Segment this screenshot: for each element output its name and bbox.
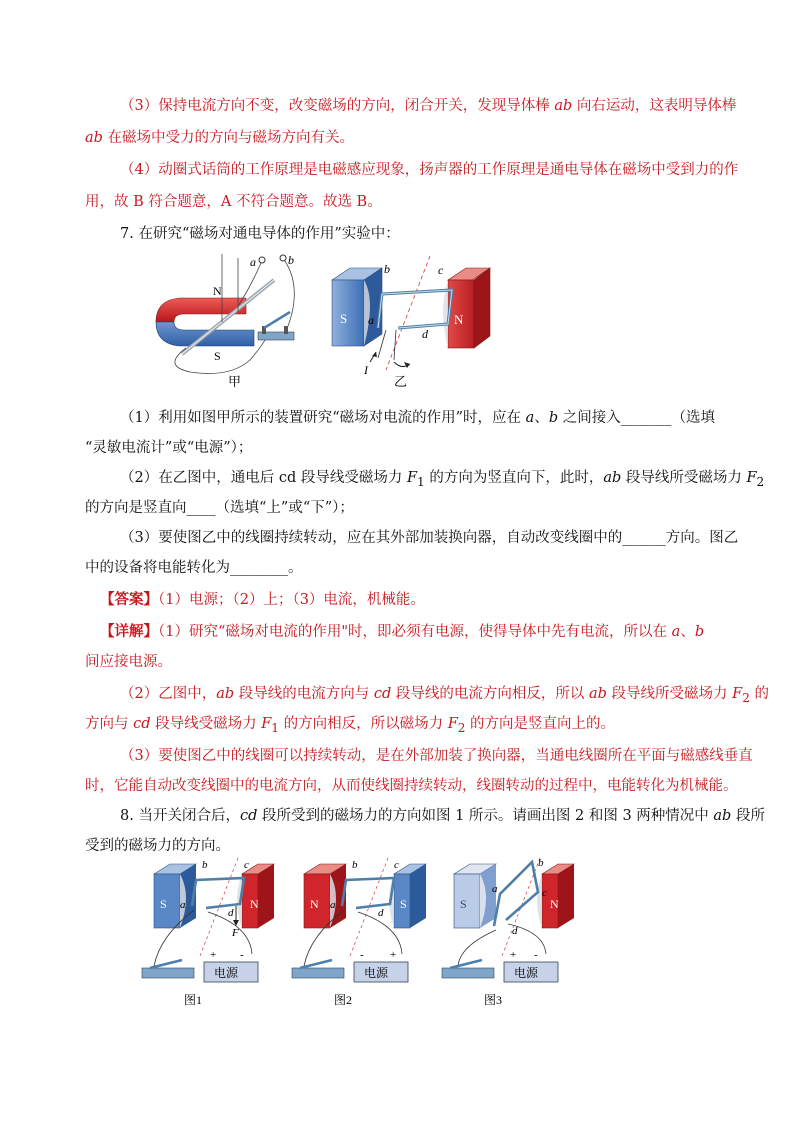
fig3-label-d: d xyxy=(512,925,518,937)
q7-detail-line1: 【详解】（1）研究“磁场对电流的作用"时，即必须有电源，使得导体中先有电流，所以在 a、b xyxy=(100,623,705,640)
answer-part4-line2: 用，故 B 符合题意，A 不符合题意。故选 B。 xyxy=(85,194,382,210)
question-7-stem: 7. 在研究“磁场对通电导体的作用”实验中： xyxy=(120,226,400,242)
fig2-label-d: d xyxy=(378,907,384,919)
fig3-left-pole: S xyxy=(460,897,467,911)
q7-detail-line2: 间应接电源。 xyxy=(85,654,172,670)
figure-yi xyxy=(330,250,495,396)
answer-part3-line1: （3）保持电流方向不变，改变磁场的方向，闭合开关，发现导体棒 ab 向右运动，这表明导体棒 xyxy=(120,98,737,114)
answer-part4-line1: （4）动圈式话筒的工作原理是电磁感应现象，扬声器的工作原理是通电导体在磁场中受到力的作 xyxy=(120,162,739,178)
fig1-source-label: 电源 xyxy=(214,966,239,980)
fig3-plus: + xyxy=(510,949,517,961)
terminal-b-label: b xyxy=(288,253,294,267)
fig1-label-b: b xyxy=(202,859,208,871)
q7-sub3-line2: 中的设备将电能转化为________。 xyxy=(85,560,303,576)
magnet-S-label: S xyxy=(214,349,221,363)
fig1-force-F: F xyxy=(232,927,239,939)
fig3-source-label: 电源 xyxy=(514,966,539,980)
fig2-minus: - xyxy=(360,949,364,961)
magnet-N-label: N xyxy=(213,284,222,298)
figure-1 xyxy=(140,856,280,1012)
figure-3-caption: 图3 xyxy=(484,993,503,1007)
figure-1-caption: 图1 xyxy=(184,993,203,1007)
q7-detail-line4: 方向与 cd 段导线受磁场力 $F_1$ 的方向相反，所以磁场力 $F_2$ 的方向是竖直向上的。 xyxy=(85,716,616,735)
fig2-source-label: 电源 xyxy=(364,966,389,980)
fig1-plus: + xyxy=(210,949,217,961)
figure-jia-caption: 甲 xyxy=(228,374,242,389)
q7-detail-line5: （3）要使图乙中的线圈可以持续转动，是在外部加装了换向器，当通电线圈所在平面与磁感线垂直 xyxy=(120,748,753,764)
answer-part3-line2: ab 在磁场中受力的方向与磁场方向有关。 xyxy=(85,130,355,146)
figure-3 xyxy=(440,856,580,1012)
fig2-label-a: a xyxy=(330,899,336,911)
q7-sub2-line2: 的方向是竖直向____（选填“上”或“下”）； xyxy=(85,500,354,516)
fig3-label-a: a xyxy=(492,883,498,895)
fig2-left-pole: N xyxy=(310,897,319,911)
fig2-plus: + xyxy=(390,949,397,961)
yi-label-I: I xyxy=(364,363,368,377)
yi-label-d: d xyxy=(422,327,428,341)
yi-label-c: c xyxy=(438,263,444,277)
figure-jia xyxy=(150,248,320,396)
fig2-label-b: b xyxy=(352,859,358,871)
q7-sub1-line1: （1）利用如图甲所示的装置研究“磁场对电流的作用”时，应在 a、b 之间接入_______（选填 xyxy=(120,410,715,426)
figure-yi-caption: 乙 xyxy=(394,374,408,389)
q7-sub1-line2: “灵敏电流计”或“电源”）； xyxy=(85,440,253,456)
yi-magnet-S-label: S xyxy=(340,311,348,326)
fig1-label-c: c xyxy=(244,859,249,871)
fig1-label-d: d xyxy=(228,907,234,919)
q7-answer: 【答案】（1）电源；（2）上；（3）电流，机械能。 xyxy=(100,591,425,608)
figure-2 xyxy=(290,856,430,1012)
fig2-right-pole: S xyxy=(400,897,407,911)
question-8-line2: 受到的磁场力的方向。 xyxy=(85,838,230,854)
fig3-label-b: b xyxy=(538,857,544,869)
q7-sub3-line1: （3）要使图乙中的线圈持续转动，应在其外部加装换向器，自动改变线圈中的______方向。图乙 xyxy=(120,530,739,546)
q7-sub2-line1: （2）在乙图中，通电后 cd 段导线受磁场力 $F_1$ 的方向为竖直向下，此时，ab 段导线所受磁场力 $F_2$ xyxy=(120,470,765,489)
fig1-label-a: a xyxy=(180,899,186,911)
fig3-label-c: c xyxy=(542,887,547,899)
fig1-minus: - xyxy=(240,949,244,961)
yi-label-a: a xyxy=(368,313,374,327)
question-8-line1: 8. 当开关闭合后，cd 段所受到的磁场力的方向如图 1 所示。请画出图 2 和图 3 两种情况中 ab 段所 xyxy=(120,808,765,824)
figure-2-caption: 图2 xyxy=(334,993,353,1007)
fig1-left-pole: S xyxy=(160,897,167,911)
fig2-label-c: c xyxy=(394,859,399,871)
yi-magnet-N-label: N xyxy=(454,312,464,327)
terminal-a-label: a xyxy=(250,255,256,269)
fig3-right-pole: N xyxy=(550,897,559,911)
q7-detail-line6: 时，它能自动改变线圈中的电流方向，从而使线圈持续转动，线圈转动的过程中，电能转化为机械能。 xyxy=(85,778,738,794)
fig1-right-pole: N xyxy=(250,897,259,911)
yi-label-b: b xyxy=(384,262,390,276)
fig3-minus: - xyxy=(534,949,538,961)
q7-detail-line3: （2）乙图中，ab 段导线的电流方向与 cd 段导线的电流方向相反，所以 ab 段导线所受磁场力 $F_2$ 的 xyxy=(120,686,770,705)
